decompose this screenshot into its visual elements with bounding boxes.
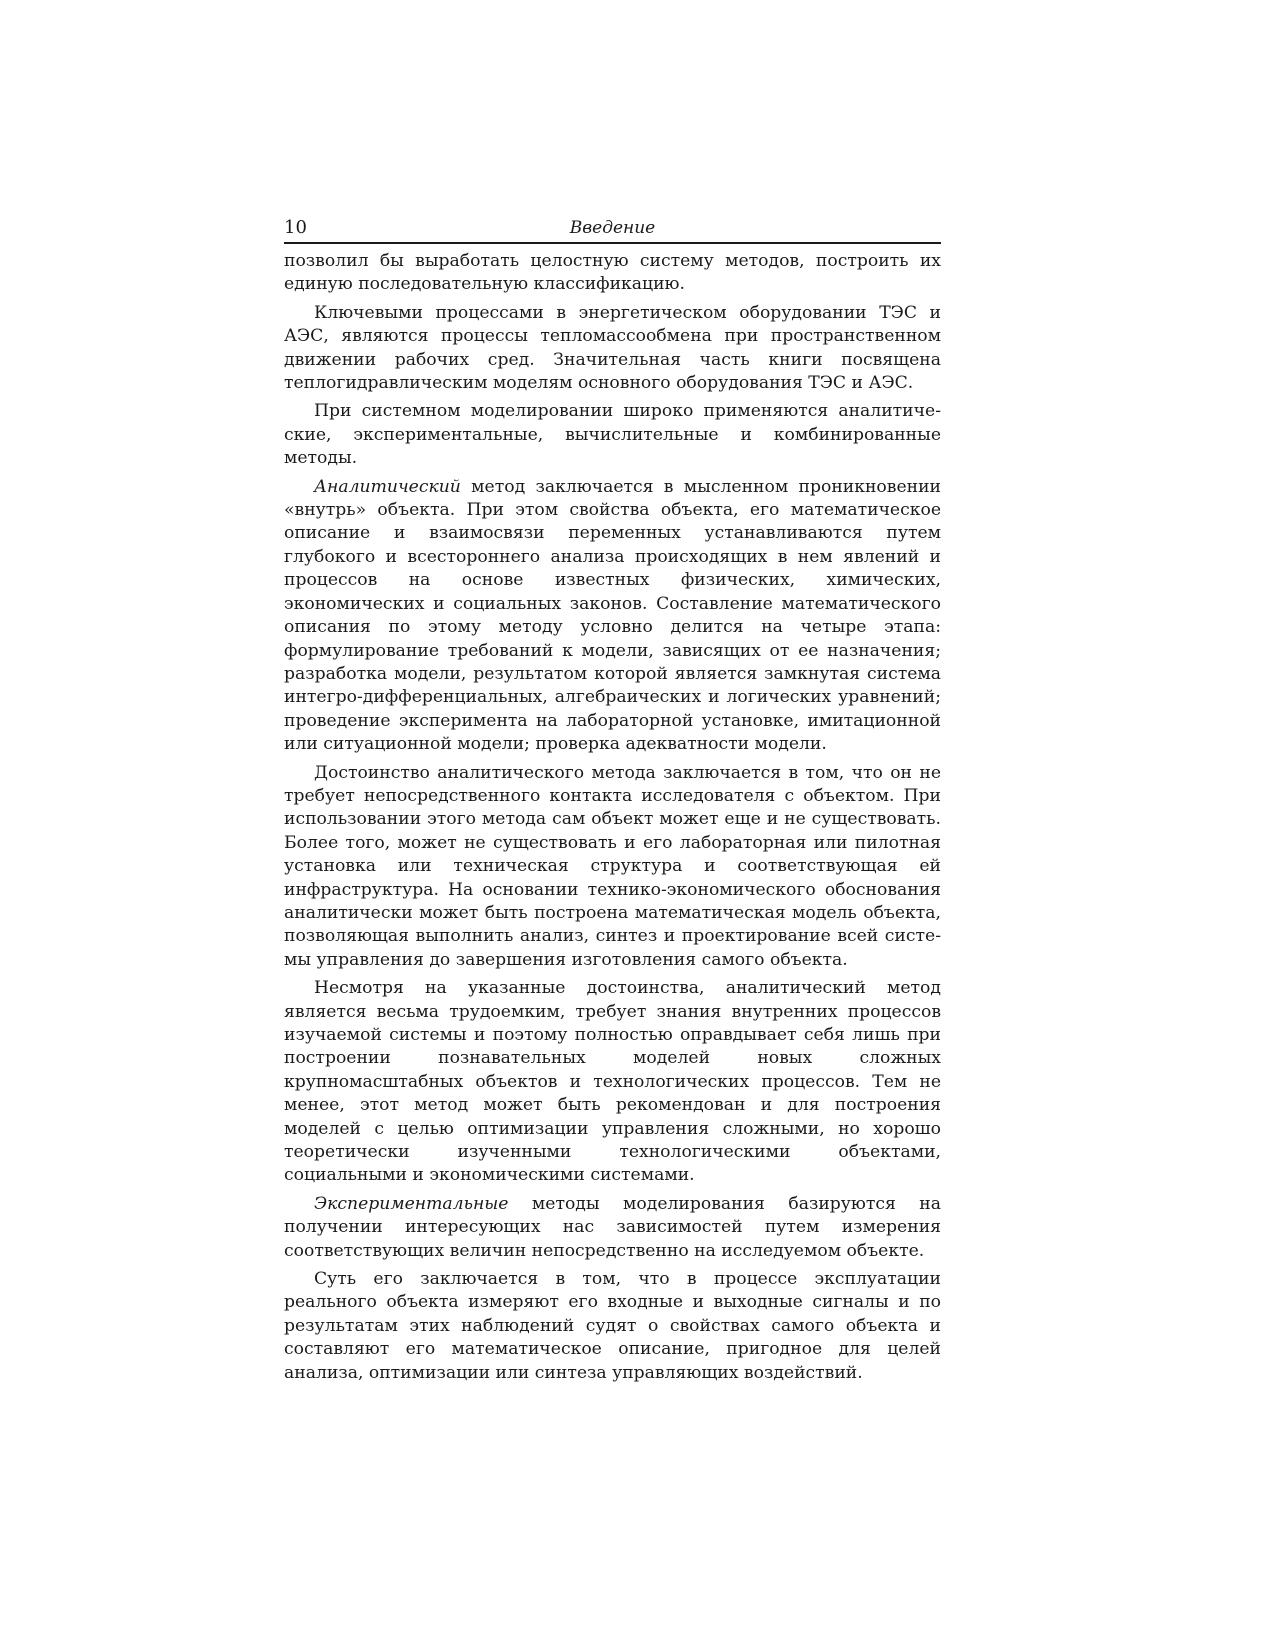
paragraph-lead-term: Экспериментальные <box>314 1193 509 1214</box>
page-number: 10 <box>284 217 307 238</box>
paragraph <box>284 762 941 973</box>
paragraph <box>284 400 941 470</box>
paragraph-text: Несмотря на указанные достоинства, аналитический метод является весьма трудоемким, требует знания внутренних процессов изучаемой системы и поэтому полностью оправдывает себя лишь при построении познавательных моделей новых сложных крупномасштабных объектов и технологических процессов. Тем не менее, этот метод может быть рекомендован и для построения моделей с целью оптимизации управления сложными, но хорошо теоретически изученными технологическими объектами, социальными и экономическими системами. <box>284 978 941 1186</box>
paragraph-text: Ключевыми процессами в энергетическом оборудовании ТЭС и АЭС, являются процессы тепломассообмена при пространственном движении рабочих сред. Значительная часть книги посвящена теплогидравлическим моделям основного оборудования ТЭС и АЭС. <box>284 302 941 394</box>
paragraph-text: метод заключается в мысленном проникновении «внутрь» объекта. При этом свойства объекта, его математическое описание и взаимосвязи переменных устанавливаются путем глубокого и всестороннего анализа происходящих в нем явлений и процессов на основе известных физических, химических, экономических и социальных законов. Составление математического описания по этому методу условно делится на четыре этапа: формулирование требований к модели, зависящих от ее назначения; разработка модели, результатом которой является замкнутая система интегро-дифференциальных, алгебраических и логических уравнений; проведение эксперимента на лабораторной установке, имитационной или ситуационной модели; проверка адекватности модели. <box>284 476 941 755</box>
paragraph-text: Суть его заключается в том, что в процессе эксплуатации реального объекта измеряют его входные и выходные сигналы и по результатам этих наблюдений судят о свойствах самого объекта и составляют его математическое описание, пригодное для целей анализа, оптимизации или синтеза управляющих воздействий. <box>284 1269 941 1383</box>
paragraph <box>284 1193 941 1263</box>
paragraph-text: При системном моделировании широко применяются аналитические, экспериментальные, вычислительные и комбинированные методы. <box>284 401 941 469</box>
paragraph <box>284 250 941 297</box>
paragraph-lead-term: Аналитический <box>314 476 461 497</box>
page-body <box>284 216 941 1390</box>
paragraph-text: позволил бы выработать целостную систему методов, построить их единую последовательную классификацию. <box>284 251 941 295</box>
paragraph-text: методы моделирования базируются на получении интересующих нас зависимостей путем измерения соответствующих величин непосредственно на исследуемом объекте. <box>284 1193 941 1261</box>
paragraph-text: Достоинство аналитического метода заключается в том, что он не требует непосредственного контакта исследователя с объектом. При использовании этого метода сам объект может еще и не существовать. Более того, может не существовать и его лабораторная или пилотная установка или техническая структура и соответствующая ей инфраструктура. На основании технико-экономического обоснования аналитически может быть построена математическая модель объекта, позволяющая выполнить анализ, синтез и проектирование всей системы управления до завершения изготовления самого объекта. <box>284 762 941 970</box>
paragraph <box>284 476 941 757</box>
chapter-title: Введение <box>569 218 656 238</box>
text-column <box>284 250 941 1385</box>
paragraph <box>284 1268 941 1385</box>
running-head <box>284 216 941 244</box>
paragraph <box>284 977 941 1188</box>
paragraph <box>284 302 941 396</box>
